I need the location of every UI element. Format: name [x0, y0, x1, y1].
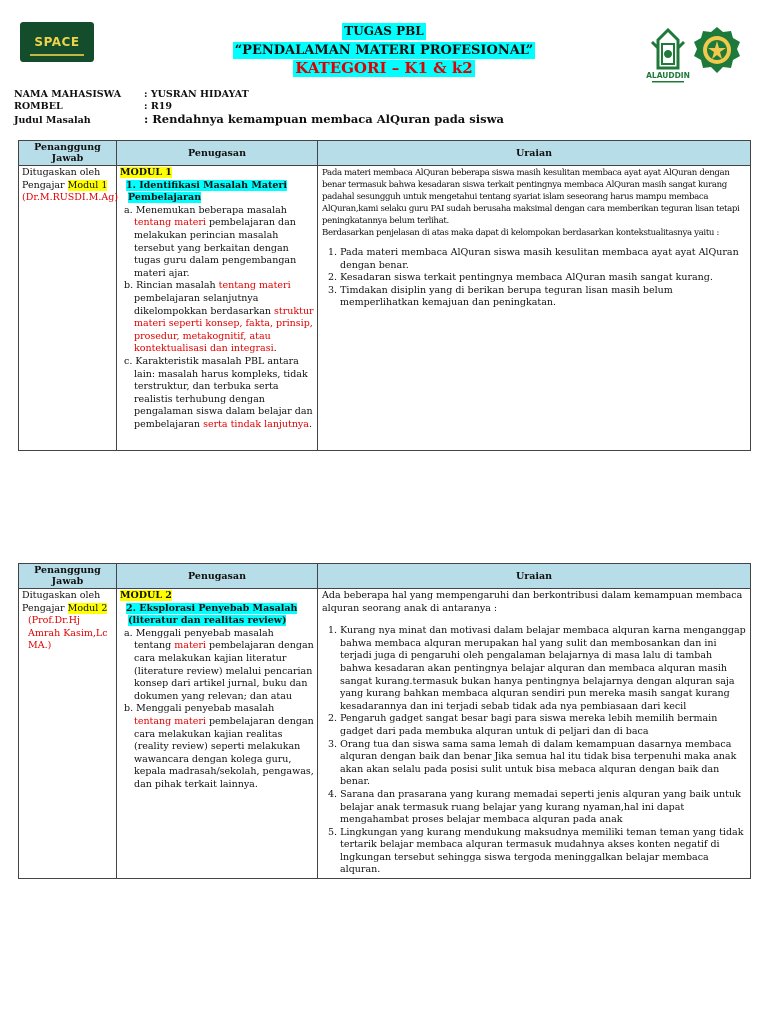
title-line-2: “PENDALAMAN MATERI PROFESIONAL”	[234, 43, 534, 58]
pj-lecturer: (Prof.Dr.Hj Amrah Kasim,Lc MA.)	[28, 615, 108, 651]
header-penugasan: Penugasan	[117, 564, 318, 589]
list-item: 3. Orang tua dan siswa sama sama lemah di dalam kemampuan dasarnya membaca alquran dengan baik dan benar Jika semua hal itu tidak bisa terpenuhi maka anak akan akan selalu pada posisi sulit untuk bisa mebaca alquran dengan baik dan benar.	[328, 738, 737, 788]
pj-cell: Ditugaskan oleh Pengajar Modul 1 (Dr.M.RUSDI.M.Ag)	[19, 166, 117, 451]
list-item: a. Menemukan beberapa masalah tentang materi pembelajaran dan melakukan perincian masalah tersebut yang berkaitan dengan tugas guru dalam pengembangan materi ajar.	[124, 204, 297, 279]
header-penanggung-jawab: Penanggung Jawab	[19, 564, 117, 589]
name-value: : YUSRAN HIDAYAT	[144, 89, 249, 100]
pj-modul-label: Modul 1	[67, 179, 108, 191]
rombel-label: ROMBEL	[14, 101, 63, 112]
header-uraian: Uraian	[318, 564, 751, 589]
uraian-cell	[318, 166, 751, 451]
rombel-value: : R19	[144, 101, 172, 112]
list-item: c. Karakteristik masalah PBL antara lain: masalah harus kompleks, tidak terstruktur, dan terbuka serta realistis terhubung dengan pengalaman siswa dalam belajar dan pembelajaran serta tindak lanjutnya.	[124, 355, 313, 430]
list-item: b. Menggali penyebab masalah tentang materi pembelajaran dengan cara melakukan kajian realitas (reality review) seperti melakukan wawancara dengan kolega guru, kepala madrasah/sekolah, pengawas, dan pihak terkait lainnya.	[124, 703, 314, 790]
name-label: NAMA MAHASISWA	[14, 89, 122, 100]
list-item: 4. Sarana dan prasarana yang kurang memadai seperti jenis alquran yang baik untuk belajar anak termasuk ruang belajar yang kurang nyaman,hal ini dapat mengahambat proses belajar membaca alquran pada anak	[328, 788, 741, 826]
modul-label: MODUL 2	[120, 590, 172, 601]
item-title: 2. Eksplorasi Penyebab Masalah (literatur dan realitas review)	[126, 602, 298, 627]
list-item: 5. Lingkungan yang kurang mendukung maksudnya memiliki teman teman yang tidak tertarik belajar membaca alquran termasuk mudahnya akses konten negatif di lngkungan tersebut sehingga siswa tergoda meninggalkan belajar membaca alquran.	[328, 826, 744, 876]
penugasan-cell	[117, 166, 318, 451]
title-line-3: KATEGORI – K1 & k2	[295, 59, 473, 77]
header-uraian: Uraian	[318, 141, 751, 166]
table-modul-2	[18, 563, 751, 879]
uin-alauddin-logo-icon	[644, 28, 692, 86]
space-logo-text: SPACE	[34, 35, 80, 49]
uraian-paragraph: Berdasarkan penjelasan di atas maka dapat di kelompokan berdasarkan kontekstualitasnya yaitu :	[322, 228, 720, 238]
list-item: a. Menggali penyebab masalah tentang materi pembelajaran dengan cara melakukan kajian literatur (literature review) melalui pencarian konsep dari artikel jurnal, buku dan dokumen yang relevan; dan atau	[124, 627, 314, 702]
pj-lecturer: (Dr.M.RUSDI.M.Ag)	[22, 192, 119, 203]
uraian-cell	[318, 589, 751, 879]
pj-modul-label: Modul 2	[67, 602, 108, 614]
uraian-paragraph: Pada materi membaca AlQuran beberapa siswa masih kesulitan membaca ayat ayat AlQuran dengan benar termasuk bahwa kesadaran siswa terkait pentingnya membaca AlQuran masih sangat kurang padahal sesungguh untuk mengetahui tentang syariat islam seseorang harus mampu membaca AlQuran,kami selaku guru PAI sudah berusaha maksimal dengan cara memberikan teguran lisan tetapi peningkatannya belum terlihat.	[322, 168, 740, 226]
judul-label: Judul Masalah	[14, 115, 91, 126]
list-item: 2. Pengaruh gadget sangat besar bagi para siswa mereka lebih memilih bermain gadget dari pada membuka alquran untuk di peljari dan di baca	[328, 713, 718, 737]
uraian-paragraph: Ada beberapa hal yang mempengaruhi dan berkontribusi dalam kemampuan membaca alquran seorang anak di antaranya :	[322, 590, 743, 614]
list-item: 1. Pada materi membaca AlQuran siswa masih kesulitan membaca ayat ayat AlQuran dengan benar.	[328, 247, 739, 271]
judul-value: : Rendahnya kemampuan membaca AlQuran pada siswa	[144, 112, 504, 126]
kemenag-logo-icon	[692, 26, 742, 78]
modul-label: MODUL 1	[120, 167, 172, 178]
penugasan-cell	[117, 589, 318, 879]
list-item: b. Rincian masalah tentang materi pembelajaran selanjutnya dikelompokkan berdasarkan struktur materi seperti konsep, fakta, prinsip, prosedur, metakognitif, atau kontektualisasi dan integrasi.	[124, 280, 314, 355]
list-item: 1. Kurang nya minat dan motivasi dalam belajar membaca alquran karna menganggap bahwa membaca alquran merupakan hal yang sulit dan membosankan dan ini terjadi juga di pengaruhi oleh pengalaman belajarnya di masa lalu di tambah bahwa kesadaran akan pentingnya belajar alquran dan membaca alquran masih sangat kurang.termasuk bukan hanya pentingnya belajarnya dengan alquran saja yang kurang bahkan membaca alquran sendiri pun mereka masih sangat kurang kesadarannya dan ini terjadi sebab tidak ada nya pembiasaan dari kecil	[328, 625, 746, 712]
header-penugasan: Penugasan	[117, 141, 318, 166]
item-title: 1. Identifikasi Masalah Materi Pembelajaran	[126, 179, 288, 204]
list-item: 3. Timdakan disiplin yang di berikan berupa teguran lisan masih belum memperlihatkan kemajuan dan peningkatan.	[328, 284, 673, 309]
header-penanggung-jawab: Penanggung Jawab	[19, 141, 117, 166]
list-item: 2. Kesadaran siswa terkait pentingnya membaca AlQuran masih sangat kurang.	[328, 272, 713, 284]
uin-logo-text: ALAUDDIN	[646, 71, 690, 80]
title-line-1: TUGAS PBL	[344, 24, 424, 38]
table-modul-1	[18, 140, 751, 451]
pj-cell: Ditugaskan oleh Pengajar Modul 2 (Prof.Dr.Hj Amrah Kasim,Lc MA.)	[19, 589, 117, 879]
